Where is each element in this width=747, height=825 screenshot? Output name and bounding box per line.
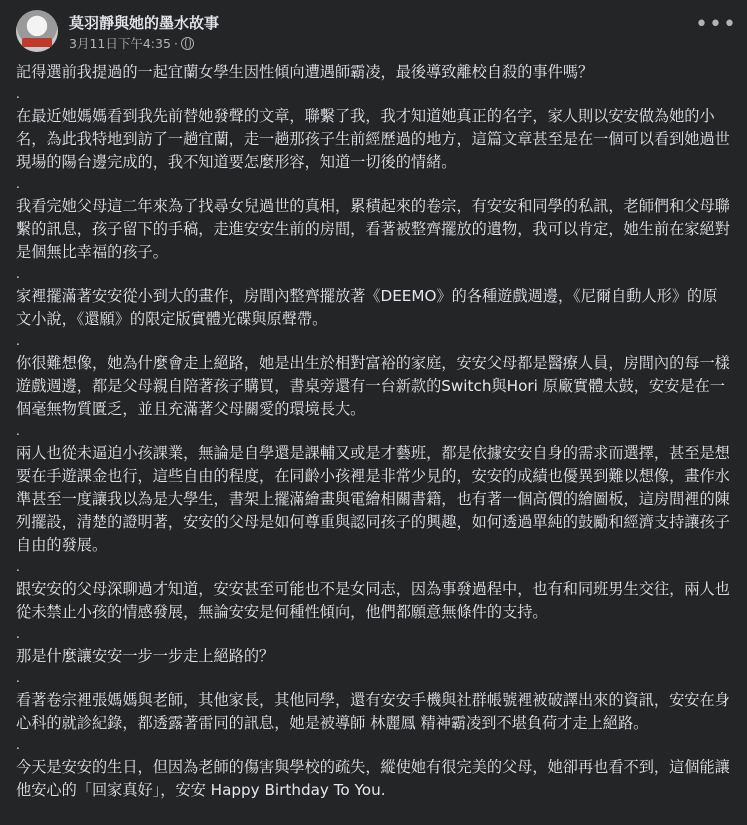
post-paragraph: 今天是安安的生日，但因為老師的傷害與學校的疏失，縱使她有很完美的父母，她卻再也看不到，這個能讓他安心的「回家真好」，安安 Happy Birthday To You. <box>16 758 730 799</box>
globe-icon[interactable] <box>181 37 194 50</box>
post-meta <box>69 34 194 52</box>
paragraph-separator: . <box>16 738 20 752</box>
post-paragraph: 在最近她媽媽看到我先前替她發聲的文章，聯繫了我，我才知道她真正的名字，家人則以安安做為她的小名，為此我特地到訪了一趟宜蘭，走一趟那孩子生前經歷過的地方，這篇文章甚至是在一個可以看到她過世現場的陽台邊完成的，我不知道要怎麼形容，知道一切後的情緒。 <box>16 107 730 171</box>
post-paragraph: 看著卷宗裡張媽媽與老師，其他家長，其他同學，還有安安手機與社群帳號裡被破譯出來的資訊，安安在身心科的就診紀錄，都透露著雷同的訊息，她是被導師 林麗鳳 精神霸凌到不堪負荷才走上絕路。 <box>16 691 730 732</box>
post-paragraph: 那是什麼讓安安一步一步走上絕路的？ <box>16 647 275 665</box>
paragraph-separator: . <box>16 627 20 641</box>
post-paragraph: 兩人也從未逼迫小孩課業，無論是自學還是課輔又或是才藝班，都是依據安安自身的需求而選擇，甚至是想要在手遊課金也行，這些自由的程度，在同齡小孩裡是非常少見的，安安的成績也優異到難以想像，畫作水準甚至一度讓我以為是大學生，書架上擺滿繪畫與電繪相關書籍，也有著一個高價的繪圖板，這房間裡的陳列擺設，清楚的證明著，安安的父母是如何尊重與認同孩子的興趣，如何透過單純的鼓勵和經濟支持讓孩子自由的發展。 <box>16 444 730 554</box>
post-paragraph: 你很難想像，她為什麼會走上絕路，她是出生於相對富裕的家庭，安安父母都是醫療人員，房間內的每一樣遊戲週邊，都是父母親自陪著孩子購買，書桌旁還有一台新款的Switch與Hori 原廠實體太鼓，安安是在一個毫無物質匱乏，並且充滿著父母關愛的環境長大。 <box>16 354 730 418</box>
post-paragraph: 家裡擺滿著安安從小到大的畫作，房間內整齊擺放著《DEEMO》的各種遊戲週邊，《尼爾自動人形》的原文小說，《還願》的限定版實體光碟與原聲帶。 <box>16 287 718 328</box>
post-body <box>16 61 731 802</box>
paragraph-separator: . <box>16 267 20 281</box>
post-paragraph: 記得選前我提過的一起宜蘭女學生因性傾向遭遇師霸凌，最後導致離校自殺的事件嗎？ <box>16 63 594 81</box>
paragraph-separator: . <box>16 671 20 685</box>
post-timestamp[interactable]: 3月11日下午4:35 <box>69 36 171 51</box>
paragraph-separator: . <box>16 334 20 348</box>
post-paragraph: 跟安安的父母深聊過才知道，安安甚至可能也不是女同志，因為事發過程中，也有和同班男生交往，兩人也從未禁止小孩的情感發展，無論安安是何種性傾向，他們都願意無條件的支持。 <box>16 580 730 621</box>
post-header <box>16 10 737 54</box>
paragraph-separator: . <box>16 560 20 574</box>
avatar[interactable] <box>16 10 58 52</box>
paragraph-separator: . <box>16 87 20 101</box>
author-name[interactable]: 莫羽靜與她的墨水故事 <box>69 14 220 32</box>
post-paragraph: 我看完她父母這二年來為了找尋女兒過世的真相，累積起來的卷宗，有安安和同學的私訊，老師們和父母聯繫的訊息，孩子留下的手稿，走進安安生前的房間，看著被整齊擺放的遺物，我可以肯定，她生前在家絕對是個無比幸福的孩子。 <box>16 197 730 261</box>
paragraph-separator: . <box>16 177 20 191</box>
meta-separator: · <box>173 36 178 51</box>
avatar-badge <box>22 38 52 47</box>
paragraph-separator: . <box>16 424 20 438</box>
more-options-button[interactable]: ••• <box>695 12 737 37</box>
